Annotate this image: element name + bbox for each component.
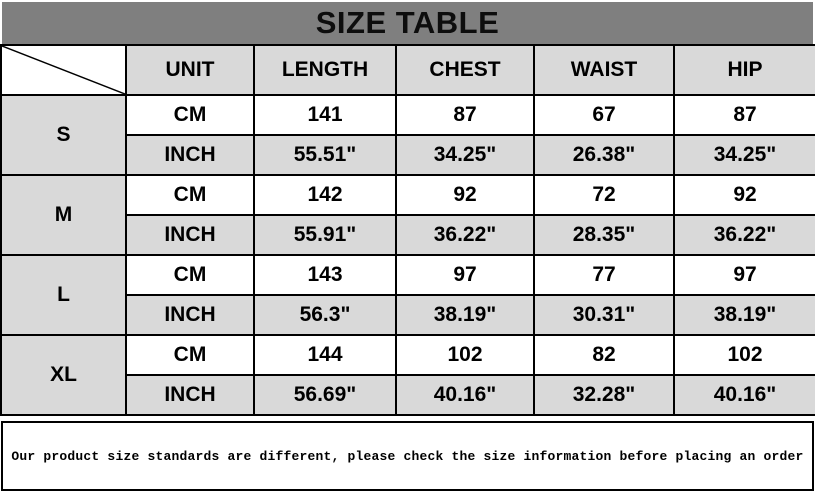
footer-note-box (1, 421, 814, 491)
value-cell: 55.51" (254, 135, 396, 175)
value-cell: 142 (254, 175, 396, 215)
size-label-l: L (1, 255, 126, 335)
value-cell: 77 (534, 255, 674, 295)
value-cell: 102 (396, 335, 534, 375)
unit-cell: INCH (126, 215, 254, 255)
value-cell: 34.25" (396, 135, 534, 175)
value-cell: 97 (396, 255, 534, 295)
size-table (0, 44, 815, 416)
value-cell: 92 (674, 175, 815, 215)
unit-cell: INCH (126, 135, 254, 175)
value-cell: 97 (674, 255, 815, 295)
size-label-s: S (1, 95, 126, 175)
unit-cell: CM (126, 255, 254, 295)
size-row-l-cm (1, 255, 815, 295)
unit-cell: CM (126, 175, 254, 215)
value-cell: 87 (396, 95, 534, 135)
value-cell: 144 (254, 335, 396, 375)
value-cell: 56.3" (254, 295, 396, 335)
value-cell: 72 (534, 175, 674, 215)
value-cell: 38.19" (396, 295, 534, 335)
value-cell: 36.22" (396, 215, 534, 255)
value-cell: 30.31" (534, 295, 674, 335)
value-cell: 92 (396, 175, 534, 215)
column-header-hip: HIP (674, 45, 815, 95)
value-cell: 32.28" (534, 375, 674, 415)
unit-cell: INCH (126, 375, 254, 415)
size-row-s-cm (1, 95, 815, 135)
value-cell: 67 (534, 95, 674, 135)
column-header-unit: UNIT (126, 45, 254, 95)
value-cell: 55.91" (254, 215, 396, 255)
corner-cell (1, 45, 126, 95)
value-cell: 40.16" (396, 375, 534, 415)
size-label-m: M (1, 175, 126, 255)
size-row-m-cm (1, 175, 815, 215)
value-cell: 38.19" (674, 295, 815, 335)
column-header-length: LENGTH (254, 45, 396, 95)
value-cell: 82 (534, 335, 674, 375)
value-cell: 34.25" (674, 135, 815, 175)
footer-note: Our product size standards are different, please check the size information before placing an order (11, 448, 804, 464)
size-label-xl: XL (1, 335, 126, 415)
unit-cell: INCH (126, 295, 254, 335)
diagonal-divider-line (2, 46, 125, 94)
value-cell: 36.22" (674, 215, 815, 255)
value-cell: 102 (674, 335, 815, 375)
value-cell: 28.35" (534, 215, 674, 255)
column-header-waist: WAIST (534, 45, 674, 95)
size-table-title: SIZE TABLE (2, 2, 813, 44)
unit-cell: CM (126, 95, 254, 135)
value-cell: 141 (254, 95, 396, 135)
header-row (1, 45, 815, 95)
value-cell: 26.38" (534, 135, 674, 175)
value-cell: 143 (254, 255, 396, 295)
value-cell: 40.16" (674, 375, 815, 415)
size-row-xl-cm (1, 335, 815, 375)
column-header-chest: CHEST (396, 45, 534, 95)
value-cell: 87 (674, 95, 815, 135)
unit-cell: CM (126, 335, 254, 375)
value-cell: 56.69" (254, 375, 396, 415)
